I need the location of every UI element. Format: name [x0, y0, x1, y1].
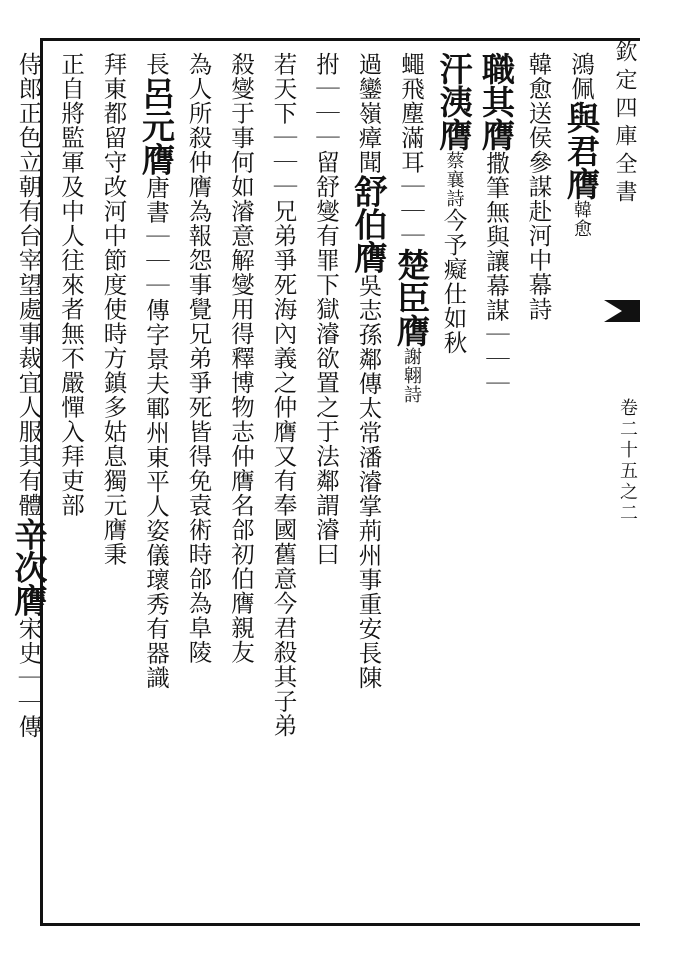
headword: 職其膺 — [477, 52, 516, 151]
text-column — [50, 52, 93, 914]
body-text — [9, 52, 602, 914]
text-segment: 撒筆無與讓幕謀｜｜｜ — [482, 151, 510, 396]
text-column — [135, 52, 178, 914]
text-column — [347, 52, 390, 914]
text-column — [0, 52, 7, 914]
text-column — [7, 52, 50, 914]
text-segment: 鴻佩 — [567, 52, 595, 101]
text-column — [560, 52, 603, 914]
text-segment: 拊｜｜｜ — [312, 52, 340, 150]
text-column — [305, 52, 348, 914]
text-segment: 為人所殺仲膺為報怨事覺兄弟爭死皆得免袁術時郃為阜陵 — [184, 52, 213, 665]
text-column — [432, 52, 475, 914]
text-segment: 唐書｜｜｜傳字景夫鄆州東平人姿儀瓌秀有器識 — [142, 175, 170, 690]
headword: 呂元膺 — [137, 76, 176, 176]
text-segment: 今予癡仕如秋 — [439, 208, 468, 355]
text-column — [177, 52, 220, 914]
margin-title: 欽定四庫全書 — [612, 40, 637, 208]
text-segment: 吳志孫鄰傳太常潘濬掌荊州事重安長陳 — [354, 273, 383, 690]
text-segment: 韓愈送侯參謀赴河中幕詩 — [524, 52, 553, 322]
text-segment: 正自將監軍及中人往來者無不嚴憚入拜吏部 — [57, 52, 85, 518]
text-column — [262, 52, 305, 914]
text-segment: 長 — [142, 52, 170, 77]
text-column — [220, 52, 263, 914]
text-column — [475, 52, 518, 914]
text-segment: 蠅飛塵滿耳｜｜｜ — [397, 52, 425, 248]
source-note: 蔡襄詩 — [443, 151, 465, 208]
headword: 辛次膺 — [9, 517, 49, 617]
text-column — [92, 52, 135, 914]
margin-juan: 卷二十五之二 — [617, 398, 638, 524]
headword: 與君膺 — [562, 101, 601, 200]
text-segment: 宋史｜｜傳 — [14, 616, 43, 739]
text-segment: 若天下｜｜｜兄弟爭死海內義之仲膺又有奉國舊意今君殺其子弟 — [269, 52, 298, 738]
text-column — [390, 52, 433, 914]
text-segment: 侍郎正色立朝有台宰望處事裁宜人服其有體 — [14, 52, 43, 518]
text-segment: 過鑾嶺瘴聞 — [354, 52, 383, 175]
text-segment: 殺燮于事何如濬意解燮用得釋博物志仲膺名郃初伯膺親友 — [227, 52, 255, 665]
source-note: 謝翺詩 — [401, 347, 422, 404]
text-column — [517, 52, 560, 914]
text-segment: 留舒燮有罪下獄濬欲置之于法鄰謂濬曰 — [312, 150, 340, 567]
headword: 汗洟膺 — [434, 52, 474, 151]
source-note: 韓愈 — [571, 200, 592, 238]
text-segment: 拜東都留守改河中節度使時方鎮多姑息獨元膺秉 — [99, 52, 128, 567]
headword: 舒伯膺 — [349, 174, 389, 274]
headword: 楚臣膺 — [392, 248, 431, 347]
